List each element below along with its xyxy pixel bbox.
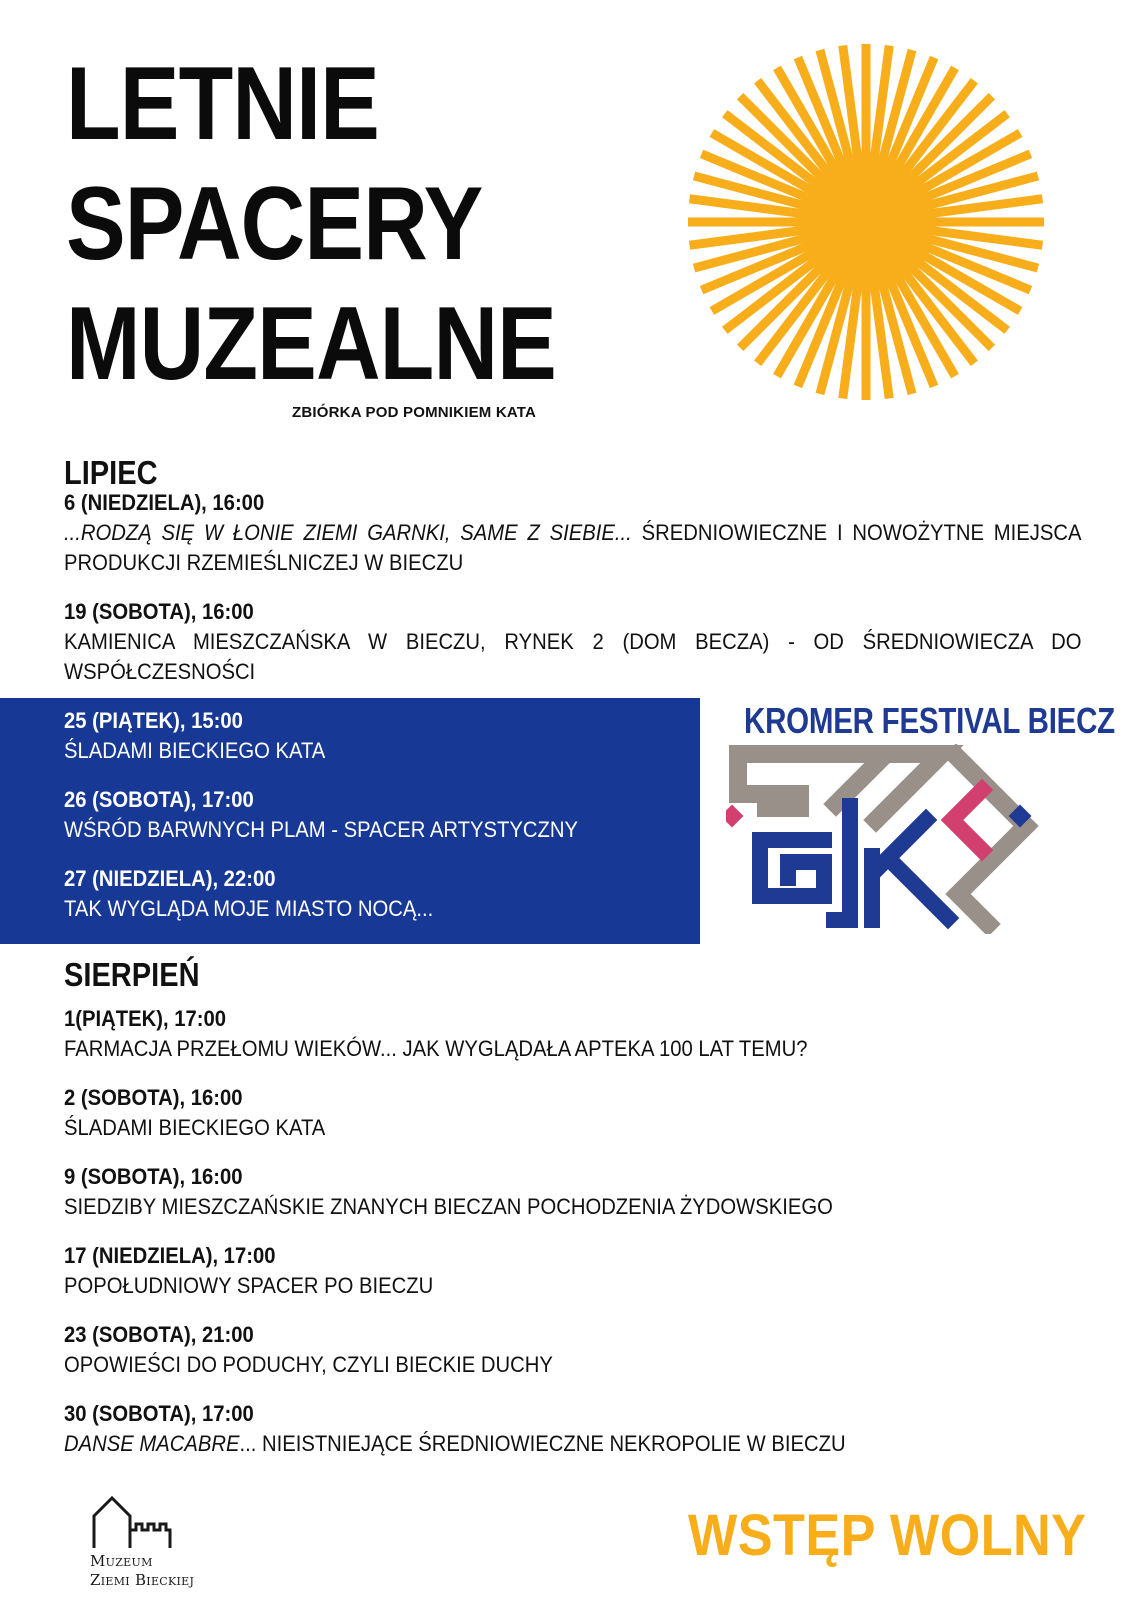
- event-august-30: [64, 1399, 1082, 1459]
- event-august-1: [64, 1004, 1082, 1064]
- event-july-26: [64, 785, 684, 845]
- event-date: 9 (SOBOTA), 16:00: [64, 1164, 243, 1189]
- event-august-17: [64, 1241, 1082, 1301]
- event-description: [64, 518, 1082, 578]
- event-date: 1(PIĄTEK), 17:00: [64, 1006, 226, 1031]
- sun-core: [804, 160, 928, 284]
- event-description: POPOŁUDNIOWY SPACER PO BIECZU: [64, 1273, 434, 1298]
- event-date: 23 (SOBOTA), 21:00: [64, 1322, 254, 1347]
- event-july-27: [64, 864, 684, 924]
- sun-icon: [686, 42, 1046, 402]
- event-description: ŚLADAMI BIECKIEGO KATA: [64, 1115, 326, 1140]
- museum-name-line2: Ziemi Bieckiej: [90, 1571, 195, 1589]
- event-date: 2 (SOBOTA), 16:00: [64, 1085, 243, 1110]
- museum-name: [90, 1552, 194, 1590]
- event-date: 6 (NIEDZIELA), 16:00: [64, 490, 265, 515]
- title-line-3: MUZEALNE: [66, 286, 556, 402]
- event-description-text: ŚREDNIOWIECZNE I NOWOŻYTNE MIEJSCA PRODUKCJI RZEMIEŚLNICZEJ W BIECZU: [64, 520, 1082, 575]
- free-entry-label: WSTĘP WOLNY: [688, 1503, 1087, 1568]
- event-august-23: [64, 1320, 1082, 1380]
- event-date: 26 (SOBOTA), 17:00: [64, 787, 254, 812]
- event-description: [64, 1429, 1082, 1459]
- museum-name-line1: Muzeum: [90, 1552, 153, 1570]
- museum-castle-icon: [90, 1494, 180, 1550]
- event-description-text: ... NIEISTNIEJĄCE ŚREDNIOWIECZNE NEKROPOLIE W BIECZU: [239, 1431, 846, 1456]
- month-heading-august: SIERPIEŃ: [64, 956, 200, 993]
- festival-events-band: [0, 698, 700, 944]
- event-july-25: [64, 706, 684, 766]
- event-description: WŚRÓD BARWNYCH PLAM - SPACER ARTYSTYCZNY: [64, 817, 578, 842]
- event-description: FARMACJA PRZEŁOMU WIEKÓW... JAK WYGLĄDAŁA APTEKA 100 LAT TEMU?: [64, 1036, 808, 1061]
- event-july-6: [64, 488, 1082, 578]
- event-description-italic: DANSE MACABRE: [64, 1431, 240, 1456]
- event-description: KAMIENICA MIESZCZAŃSKA W BIECZU, RYNEK 2 (DOM BECZA) - OD ŚREDNIOWIECZA DO WSPÓŁCZESNOŚCI: [64, 629, 1082, 684]
- event-date: 27 (NIEDZIELA), 22:00: [64, 866, 276, 891]
- event-date: 17 (NIEDZIELA), 17:00: [64, 1243, 276, 1268]
- event-description: TAK WYGLĄDA MOJE MIASTO NOCĄ...: [64, 896, 434, 921]
- event-august-9: [64, 1162, 1082, 1222]
- event-description: SIEDZIBY MIESZCZAŃSKIE ZNANYCH BIECZAN POCHODZENIA ŻYDOWSKIEGO: [64, 1194, 833, 1219]
- kromer-festival-logo-icon: [726, 744, 1046, 934]
- event-description: ŚLADAMI BIECKIEGO KATA: [64, 738, 326, 763]
- event-description-italic: ...RODZĄ SIĘ W ŁONIE ZIEMI GARNKI, SAME Z SIEBIE...: [64, 520, 632, 545]
- title-line-2: SPACERY: [66, 166, 483, 282]
- meeting-point-subtitle: ZBIÓRKA POD POMNIKIEM KATA: [292, 404, 537, 421]
- event-description: OPOWIEŚCI DO PODUCHY, CZYLI BIECKIE DUCHY: [64, 1352, 553, 1377]
- event-date: 30 (SOBOTA), 17:00: [64, 1401, 254, 1426]
- event-july-19: [64, 597, 1082, 687]
- event-august-2: [64, 1083, 1082, 1143]
- event-date: 25 (PIĄTEK), 15:00: [64, 708, 243, 733]
- festival-title: KROMER FESTIVAL BIECZ: [744, 700, 1115, 741]
- month-heading-july: LIPIEC: [64, 454, 158, 491]
- event-date: 19 (SOBOTA), 16:00: [64, 599, 254, 624]
- title-line-1: LETNIE: [66, 46, 379, 162]
